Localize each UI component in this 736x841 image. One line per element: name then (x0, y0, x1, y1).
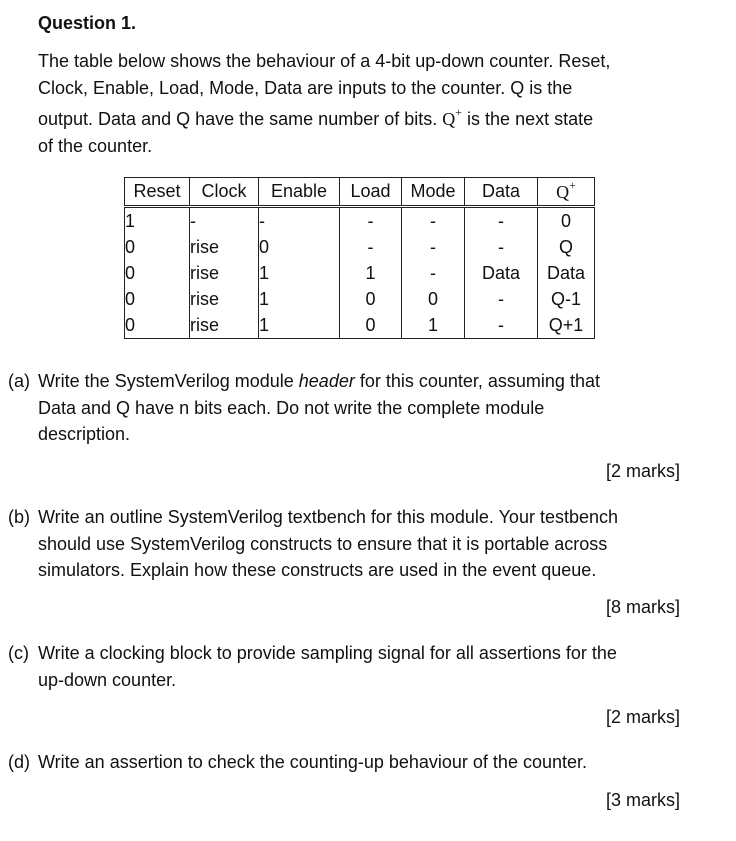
part-b-label: (b) (8, 507, 30, 527)
cell-enable: 1 (259, 260, 340, 286)
part-d-label: (d) (8, 752, 30, 772)
intro-text: is the next state (467, 109, 594, 129)
table-row (125, 207, 595, 235)
cell-qplus: Q-1 (538, 286, 595, 312)
cell-load: 1 (340, 260, 402, 286)
table-header-row (125, 178, 595, 207)
question-title: Question 1. (38, 13, 137, 33)
qplus-symbol: Q+ (442, 105, 463, 129)
part-d-marks: [3 marks] (605, 790, 680, 810)
part-a-line: description. (38, 424, 131, 444)
header-load: Load (340, 178, 402, 207)
cell-mode: 1 (402, 312, 465, 339)
header-mode: Mode (402, 178, 465, 207)
cell-data: - (465, 312, 538, 339)
cell-clock: - (190, 207, 259, 235)
part-b-line: simulators. Explain how these constructs are used in the event queue. (38, 560, 597, 580)
counter-behaviour-table (124, 177, 595, 339)
cell-data: - (465, 207, 538, 235)
part-d (8, 749, 698, 776)
cell-enable: - (259, 207, 340, 235)
intro-text: output. Data and Q have the same number of bits. (38, 109, 438, 129)
header-reset: Reset (125, 178, 190, 207)
cell-qplus: Q (538, 234, 595, 260)
header-data: Data (465, 178, 538, 207)
part-c-line: Write a clocking block to provide sampling signal for all assertions for the (38, 643, 617, 663)
cell-clock: rise (190, 286, 259, 312)
table-row (125, 286, 595, 312)
cell-enable: 0 (259, 234, 340, 260)
part-b (8, 504, 698, 584)
table-row (125, 260, 595, 286)
cell-mode: - (402, 234, 465, 260)
cell-load: - (340, 234, 402, 260)
cell-qplus: Q+1 (538, 312, 595, 339)
cell-reset: 0 (125, 260, 190, 286)
intro-line: The table below shows the behaviour of a 4-bit up-down counter. Reset, (38, 51, 611, 71)
table-row (125, 312, 595, 339)
cell-reset: 1 (125, 207, 190, 235)
cell-qplus: 0 (538, 207, 595, 235)
part-d-line: Write an assertion to check the counting-up behaviour of the counter. (38, 752, 587, 772)
intro-line: Clock, Enable, Load, Mode, Data are inputs to the counter. Q is the (38, 77, 573, 98)
part-b-marks: [8 marks] (605, 597, 680, 617)
cell-reset: 0 (125, 312, 190, 339)
part-b-line: should use SystemVerilog constructs to ensure that it is portable across (38, 533, 608, 554)
header-qplus: Q+ (538, 178, 595, 207)
intro-line: of the counter. (38, 135, 153, 156)
cell-clock: rise (190, 312, 259, 339)
part-a-line: Data and Q have n bits each. Do not write the complete module (38, 397, 545, 418)
cell-load: - (340, 207, 402, 235)
cell-data: Data (465, 260, 538, 286)
part-c-marks: [2 marks] (605, 707, 680, 727)
cell-clock: rise (190, 234, 259, 260)
part-a (8, 368, 698, 448)
part-c (8, 640, 698, 693)
part-a-marks: [2 marks] (605, 461, 680, 481)
cell-load: 0 (340, 312, 402, 339)
cell-qplus: Data (538, 260, 595, 286)
cell-reset: 0 (125, 234, 190, 260)
table-row (125, 234, 595, 260)
header-enable: Enable (259, 178, 340, 207)
part-a-line: Write the SystemVerilog module header for this counter, assuming that (38, 371, 600, 391)
cell-clock: rise (190, 260, 259, 286)
question-intro (38, 48, 688, 159)
part-a-label: (a) (8, 371, 30, 391)
cell-data: - (465, 286, 538, 312)
cell-reset: 0 (125, 286, 190, 312)
header-clock: Clock (190, 178, 259, 207)
intro-line (38, 101, 688, 133)
part-b-line: Write an outline SystemVerilog textbench for this module. Your testbench (38, 507, 618, 527)
cell-enable: 1 (259, 312, 340, 339)
cell-enable: 1 (259, 286, 340, 312)
cell-load: 0 (340, 286, 402, 312)
cell-mode: - (402, 260, 465, 286)
cell-mode: - (402, 207, 465, 235)
cell-mode: 0 (402, 286, 465, 312)
cell-data: - (465, 234, 538, 260)
part-c-line: up-down counter. (38, 669, 177, 690)
part-c-label: (c) (8, 643, 29, 663)
